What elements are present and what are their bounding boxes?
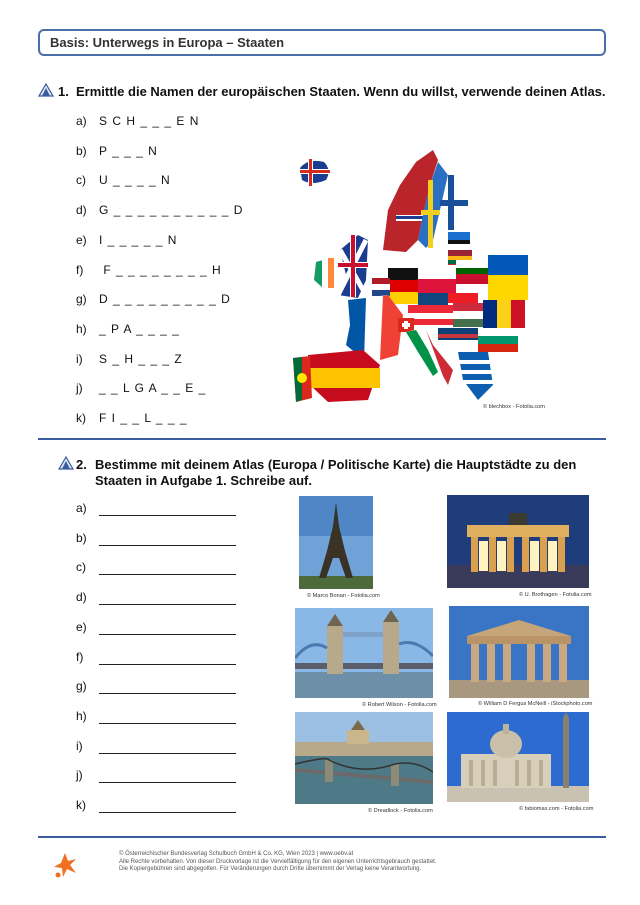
task1-item-puzzle: S _ H _ _ _ Z [99, 351, 183, 366]
iceland-flag-shape [300, 159, 330, 186]
task2-answer-line[interactable] [99, 753, 236, 754]
task2-item-letter: d) [76, 590, 87, 605]
task1-item-letter: h) [76, 321, 87, 336]
photo-eiffel-tower [299, 496, 373, 589]
photo-credit-parthenon: © William D Fergus McNeill - iStockphoto.com [478, 701, 593, 707]
task2-item-letter: h) [76, 708, 87, 723]
task2-number: 2. [76, 457, 87, 472]
task1-item-puzzle: G _ _ _ _ _ _ _ _ _ _ D [99, 203, 244, 218]
task1-item-puzzle: _ _ L G A _ _ E _ [99, 381, 207, 396]
footer-line: © Österreichischer Bundesverlag Schulbuch GmbH & Co. KG, Wien 2023 | www.oebv.at [119, 851, 354, 857]
task2-answer-line[interactable] [99, 515, 236, 516]
task2-item-letter: c) [76, 560, 86, 575]
task1-item-letter: g) [76, 292, 87, 307]
task1-instruction: Ermittle die Namen der europäischen Staaten. Wenn du willst, verwende deinen Atlas. [76, 84, 606, 99]
task1-item-puzzle: I _ _ _ _ _ N [99, 232, 178, 247]
task1-item-puzzle: F _ _ _ _ _ _ _ _ H [99, 262, 222, 277]
task2-answer-line[interactable] [99, 812, 236, 813]
task2-item-letter: e) [76, 619, 87, 634]
photo-credit-eiffel: © Marco Bonan - Fotolia.com [307, 593, 380, 599]
task2-instruction-line1: Bestimme mit deinem Atlas (Europa / Politische Karte) die Hauptstädte zu den [95, 457, 577, 472]
section-divider [38, 438, 606, 440]
worksheet-title-box [38, 29, 606, 56]
task1-item-puzzle: P _ _ _ N [99, 143, 158, 158]
worksheet-title: Basis: Unterwegs in Europa – Staaten [50, 35, 285, 50]
footer-legal-text [119, 851, 437, 874]
task1-item-letter: k) [76, 411, 86, 425]
map-credit: © blechbox - Fotolia.com [483, 404, 545, 410]
task1-item-puzzle: U _ _ _ _ N [99, 173, 171, 188]
photo-credit-tower-bridge: © Robert Wilson - Fotolia.com [362, 702, 437, 708]
task1-number: 1. [58, 84, 69, 99]
task1-item-letter: i) [76, 351, 83, 366]
task1-item-letter: d) [76, 203, 87, 218]
task2-answer-line[interactable] [99, 604, 236, 605]
task2-instruction-line2: Staaten in Aufgabe 1. Schreibe auf. [95, 473, 312, 488]
publisher-logo-icon [52, 851, 78, 879]
task1-item-letter: c) [76, 173, 86, 188]
photo-brandenburg-gate [447, 495, 589, 588]
task1-item-letter: j) [76, 381, 83, 396]
photo-credit-budapest: © Dreadlock - Fotolia.com [368, 808, 433, 814]
task1-item-puzzle: S C H _ _ _ E N [99, 114, 200, 128]
task2-item-letter: a) [76, 501, 87, 515]
photo-credit-vatican: © fabiomax.com - Fotolia.com [519, 806, 594, 812]
task1-item-puzzle: F I _ _ L _ _ _ [99, 411, 188, 425]
task1-item-letter: f) [76, 262, 84, 277]
task2-answer-line[interactable] [99, 574, 236, 575]
task1-item-letter: e) [76, 232, 87, 247]
footer-line: Die Kopiergebühren sind abgegolten. Für Veränderungen durch Dritte übernimmt der Verlag keine Verantwortung. [119, 866, 422, 873]
task2-answer-line[interactable] [99, 782, 236, 783]
task2-answer-line[interactable] [99, 723, 236, 724]
task2-item-letter: b) [76, 530, 87, 545]
task2-answer-line[interactable] [99, 545, 236, 546]
difficulty-triangle-icon [38, 83, 54, 97]
task2-answer-line[interactable] [99, 693, 236, 694]
photo-parthenon [449, 606, 589, 698]
task1-item-puzzle: D _ _ _ _ _ _ _ _ _ D [99, 292, 231, 307]
task2-answer-line[interactable] [99, 664, 236, 665]
task1-item-puzzle: _ P A _ _ _ _ [99, 321, 180, 336]
photo-credit-brandenburg: © U. Brothagen - Fotolia.com [519, 592, 592, 598]
task2-item-letter: g) [76, 679, 87, 694]
difficulty-triangle-icon [58, 456, 74, 470]
footer-divider [38, 836, 606, 838]
task1-item-letter: a) [76, 114, 87, 128]
task2-item-letter: j) [76, 768, 83, 783]
task2-answer-line[interactable] [99, 634, 236, 635]
photo-tower-bridge [295, 608, 433, 698]
task2-item-letter: f) [76, 649, 84, 664]
task2-item-letter: k) [76, 798, 86, 812]
photo-st-peters-basilica [447, 712, 589, 802]
task2-item-letter: i) [76, 738, 83, 753]
photo-budapest-chain-bridge [295, 712, 433, 804]
footer-line: Alle Rechte vorbehalten. Von dieser Druckvorlage ist die Vervielfältigung für den eigenen Unterrichtsgebrauch gestattet. [119, 858, 437, 865]
task1-item-letter: b) [76, 143, 87, 158]
europe-flag-map [288, 140, 553, 405]
